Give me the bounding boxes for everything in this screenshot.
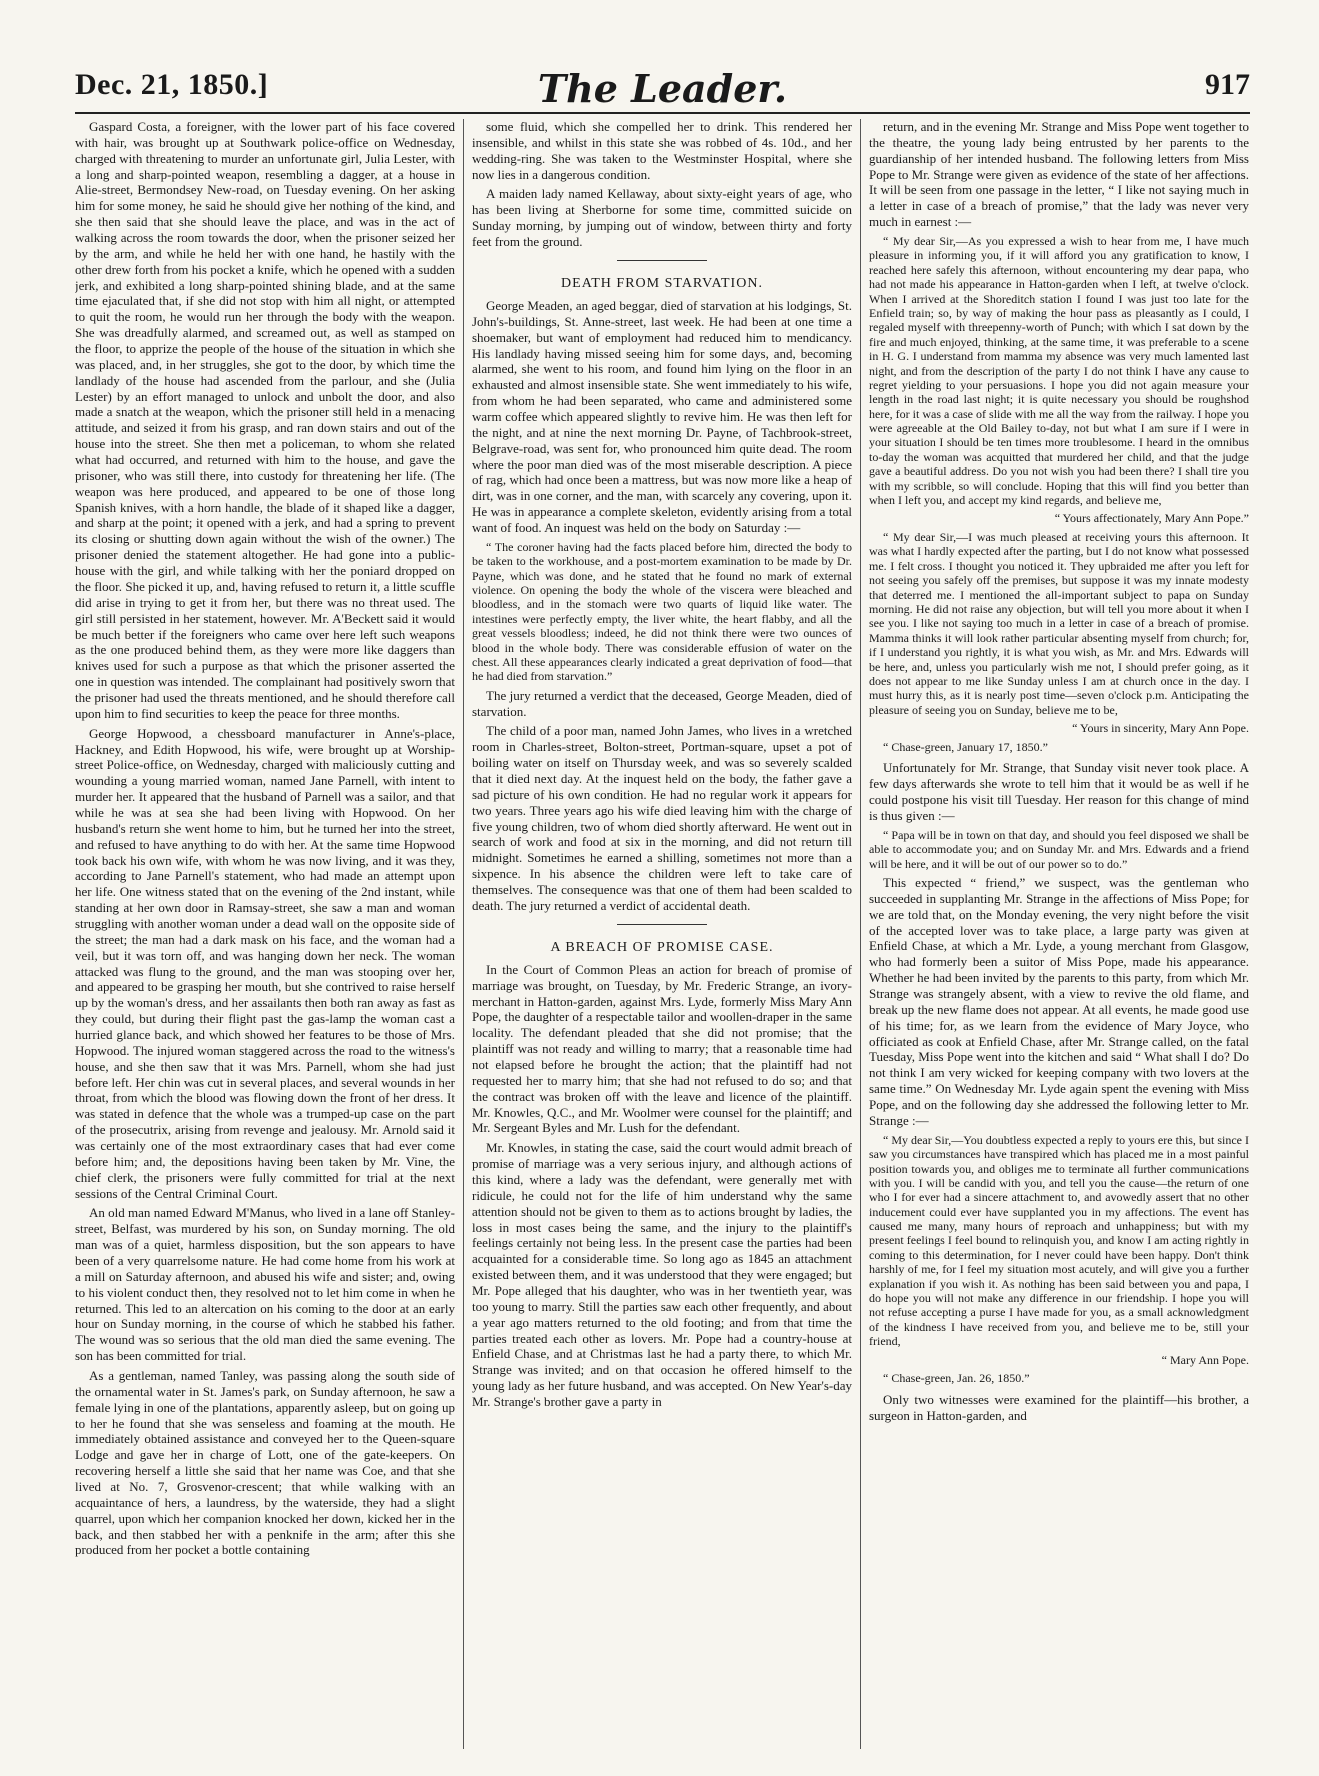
article-paragraph: some fluid, which she compelled her to drink. This rendered her insensible, and whilst in this state she was robbed of 4s. 10d., and her wedding-ring. She was taken to the Westminster Hospital, where she now lies in a dangerous condition.: [472, 119, 852, 182]
letter-signature: “ Mary Ann Pope.: [1161, 1352, 1249, 1367]
issue-date: Dec. 21, 1850.]: [75, 68, 269, 101]
article-paragraph: As a gentleman, named Tanley, was passing along the south side of the ornamental water in St. James's park, on Sunday afternoon, he saw a female lying in one of the plantations, apparently asleep, but on going up to her he found that she was senseless and foaming at the mouth. He immediately obtained assistance and conveyed her to the Queen-square Lodge and gave her in charge of Lott, one of the gate-keepers. On recovering herself a little she said that her name was Coe, and that she lived at No. 7, Grosvenor-crescent; that while walking with an acquaintance of hers, a laundress, by the waterside, they had a slight quarrel, upon which her companion knocked her down, kicked her in the back, and then stabbed her with a penknife in the arm; after this she produced from her pocket a bottle containing: [75, 1368, 455, 1558]
article-paragraph: Gaspard Costa, a foreigner, with the lower part of his face covered with hair, was brought up at Southwark police-office on Wednesday, charged with threatening to murder an unfortunate girl, Julia Lester, with a long and sharp-pointed weapon, resembling a dagger, at a house in Alie-street, Bermondsey New-road, on Tuesday evening. On her asking him for some money, he said he should give her nothing of the kind, and she then said that she should leave the place, and was in the act of walking across the room towards the door, when the prisoner seized her by the arm, and while he held her with one hand, he hastily with the other drew forth from his pocket a knife, which he opened with a sudden jerk, and exhibited a long sharp-pointed shining blade, and at the same time ejaculated that, if she did not stop with him all night, or attempted to quit the room, he would run her through the body with the weapon. She was dreadfully alarmed, and screamed out, as well as stamped on the floor, to apprize the people of the house of the situation in which she was placed, and, in her struggles, she got to the door, by which time the landlady of the house had ascended from the parlour, and she (Julia Lester) by an effort managed to unlock and unbolt the door, and also made a snatch at the weapon, which the prisoner still held in a menacing attitude, and seized it from his grasp, and ran down stairs and out of the house into the street. She then met a policeman, to whom she related what had occurred, and returned with him to the house, and gave the prisoner, who was still there, into custody for threatening her life. (The weapon was here produced, and appeared to be one of those long Spanish knives, with a horn handle, the blade of it shaped like a dagger, and sharp at the point; it opened with a jerk, and had a spring to prevent its closing or shutting down again without the wish of the owner.) The prisoner denied the statement altogether. He had gone into a public-house with the girl, and while talking with her the poniard dropped on the floor. She picked it up, and, having refused to return it, a little scuffle did arise in trying to get it from her, but there was no threat used. The girl still persisted in her statement, however. Mr. A'Beckett said it would be much better if the foreigners who came over here left such weapons as the one produced behind them, as they were more like daggers than knives used for such a purpose as that which the prisoner asserted the one in question was intended. The complainant had positively sworn that the prisoner had used the threats mentioned, and he should therefore call upon him to find securities to keep the peace for three months.: [75, 119, 455, 721]
section-rule: [617, 260, 707, 261]
column-1: [75, 119, 455, 1749]
article-paragraph: George Hopwood, a chessboard manufacturer in Anne's-place, Hackney, and Edith Hopwood, his wife, were brought up at Worship-street Police-office, on Wednesday, charged with maliciously cutting and wounding a young married woman, named Jane Parnell, with intent to murder her. It appeared that the husband of Parnell was a sailor, and that while he was at sea she had been living with Hopwood. On her husband's return she went home to him, but he turned her into the street, and refused to have anything to do with her. At the same time Hopwood took back his own wife, with whom he was now living, and it was they, according to Jane Parnell's statement, who had made an attempt upon her life. One witness stated that on the evening of the 2nd instant, while standing at her own door in Ramsay-street, she saw a man and woman struggling with another woman under a dead wall on the opposite side of the street; the man had a dark mask on his face, and the woman had a veil, but it was torn off, and was hanging down her neck. The woman attacked was flung to the ground, and the man was stooping over her, and appeared to be grasping her mouth, but she contrived to raise herself up by the woman's dress, and her assailants then both ran away as fast as they could, but during their flight past the gas-lamp the woman cast a hurried glance back, and which showed her features to be those of Mrs. Hopwood. The injured woman staggered across the road to the witness's house, and she then saw that it was Mrs. Parnell, whom she had just before left. Her chin was cut in several places, and several wounds in her throat, from which the blood was flowing down the front of her dress. It was stated in defence that the whole was a trumped-up case on the part of the prosecutrix, arising from revenge and jealousy. Mr. Arnold said it was certainly one of the most extraordinary cases that had ever come before him; and, the depositions having been taken by Mr. Vine, the chief clerk, the prisoners were fully committed for trial at the next sessions of the Central Criminal Court.: [75, 725, 455, 1201]
article-paragraph: Only two witnesses were examined for the plaintiff—his brother, a surgeon in Hatton-garden, and: [869, 1391, 1249, 1423]
quoted-passage: “ The coroner having had the facts placed before him, directed the body to be taken to the workhouse, and a post-mortem examination to be made by Dr. Payne, which was done, and he stated that he found no mark of external violence. On opening the body the whole of the viscera were bleached and bloodless, and in the stomach were two quarts of liquid like water. The intestines were perfectly empty, the liver white, the heart flabby, and all the great vessels bloodless; indeed, he did not think there were two ounces of blood in the whole body. There was considerable effusion of water on the chest. All these appearances clearly indicated a great deprivation of food—that he had died from starvation.”: [472, 539, 852, 684]
section-rule: [617, 924, 707, 925]
newspaper-title: The Leader.: [537, 66, 788, 111]
column-3: [869, 119, 1249, 1749]
article-paragraph: An old man named Edward M'Manus, who lived in a lane off Stanley-street, Belfast, was murdered by his son, on Sunday morning. The old man was of a quiet, harmless disposition, but the son appears to have been of a very quarrelsome nature. He had come home from his work at a mill on Saturday afternoon, and abused his wife and sister; and, owing to his violent conduct then, they resolved not to let him come in when he returned. This led to an altercation on his coming to the door at an early hour on Sunday morning, in the course of which he stabbed his father. The wound was so serious that the old man died the same evening. The son has been committed for trial.: [75, 1205, 455, 1364]
letter-text: “ My dear Sir,—I was much pleased at receiving yours this afternoon. It was what I hardly expected after the parting, but I do not know what possessed me. I felt cross. I thought you noticed it. They upbraided me after you left for not seeing you safely off the premises, but suppose it was my innate modesty that deterred me. I mentioned the all-important subject to papa on Sunday morning. He did not raise any objection, but will tell you more about it when I see you. I like not saying too much in a letter in case of a breach of promise. Mamma thinks it will look rather particular absenting myself from church; for, if I understand you rightly, it is what you wish, as Mr. and Mrs. Edwards will be here, and, unless you particularly wish me not, I should prefer going, as it does not appear to me like Sunday unless I am at church once in the day. I must hurry this, as it is nearly post time—seven o'clock p.m. Anticipating the pleasure of seeing you on Sunday, believe me to be,: [869, 530, 1249, 717]
page-number: 917: [1205, 68, 1250, 101]
letter-text: “ My dear Sir,—As you expressed a wish to hear from me, I have much pleasure in informing you, if it will afford you any gratification to know, I reached here safely this afternoon, without encountering my dear papa, who had not made his appearance in Hatton-garden when I left, at twelve o'clock. When I arrived at the Shoreditch station I found I was just too late for the Enfield train; so, by way of making the hour pass as pleasantly as I could, I regaled myself with threepenny-worth of Punch; with which I sat down by the fire and much enjoyed, thinking, at the same time, it was preferable to a scene in H. G. I understand from mamma my absence was very much lamented last night, and from the description of the party I do not think I have any cause to regret yielding to your persuasions. I hope you did not again measure your length in the road last night; it is quite necessary you should be roughshod here, for it was a case of slide with me all the way from the railway. I hope you were agreeable at the Old Bailey to-day, not but what I am sure if I were in your situation I should be ten times more troublesome. I heard in the omnibus to-day the woman was acquitted that murdered her child, and that the judge gave a beautiful address. Do you not wish you had been there? I shall tire you with my scribble, so will conclude. Hoping that this will find you better than when I left you, and accept my kind regards, and believe me,: [869, 234, 1249, 508]
column-divider: [860, 119, 861, 1749]
letter-signature: “ Yours in sincerity, Mary Ann Pope.: [1072, 721, 1249, 736]
letter-text: “ Papa will be in town on that day, and should you feel disposed we shall be able to accommodate you; and on Sunday Mr. and Mrs. Edwards and a friend will be here, and it will be out of our power so to do.”: [869, 827, 1249, 871]
article-paragraph: George Meaden, an aged beggar, died of starvation at his lodgings, St. John's-buildings, St. Anne-street, last week. He had been at one time a shoemaker, but want of employment had reduced him to mendicancy. His landlady having missed seeing him for some days, and, becoming alarmed, she went to his room, and found him lying on the floor in an exhausted and almost insensible state. She went immediately to his wife, from whom he had been separated, who came and administered some warm coffee which appeared slightly to revive him. He was then left for the night, and at nine the next morning Dr. Payne, of Tachbrook-street, Belgrave-road, was sent for, who pronounced him quite dead. The room where the poor man died was of the most miserable description. A piece of rag, which had once been a mattress, but was now more like a heap of dirt, was in one corner, and the man, with scarcely any covering, upon it. He was in appearance a complete skeleton, evidently arising from a total want of food. An inquest was held on the body on Saturday :—: [472, 297, 852, 535]
section-heading: DEATH FROM STARVATION.: [561, 275, 763, 291]
article-paragraph: return, and in the evening Mr. Strange and Miss Pope went together to the theatre, the young lady being entrusted by her parents to the guardianship of her intended husband. The following letters from Miss Pope to Mr. Strange were given as evidence of the state of her affections. It will be seen from one passage in the letter, “ I like not saying much in a letter in case of a breach of promise,” that the lady was never very much in earnest :—: [869, 119, 1249, 230]
article-paragraph: Mr. Knowles, in stating the case, said the court would admit breach of promise of marriage was a very serious injury, and although actions of this kind, where a lady was the defendant, were generally met with ridicule, he could not for the life of him understand why the same attention should not be given to them as to actions brought by ladies, the loss in most cases being the same, and the injury to the plaintiff's feelings certainly not being less. In the present case the parties had been acquainted for a considerable time. So long ago as 1845 an attachment existed between them, and it was understood that they were engaged; but Mr. Pope alleged that his daughter, who was in her twentieth year, was too young to marry. Still the parties saw each other frequently, and about a year ago matters returned to the old footing; and from that time the parties treated each other as lovers. Mr. Pope had a country-house at Enfield Chase, and at Christmas last he had a party there, to which Mr. Strange was invited; and on that occasion he offered himself to the young lady as her future husband, and was accepted. On New Year's-day Mr. Strange's brother gave a party in: [472, 1140, 852, 1410]
column-divider: [463, 119, 464, 1749]
section-heading: A BREACH OF PROMISE CASE.: [550, 939, 774, 955]
letter-dateline: “ Chase-green, January 17, 1850.”: [883, 739, 1048, 754]
article-paragraph: The child of a poor man, named John James, who lives in a wretched room in Charles-street, Bolton-street, Portman-square, upset a pot of boiling water on itself on Thursday week, and was so severely scalded that it died next day. At the inquest held on the body, the father gave a sad picture of his own condition. He had no regular work it appears for two years. Three years ago his wife died leaving him with the charge of five young children, two of whom died shortly afterward. He went out in search of work and food at six in the morning, and did not return till midnight. Sometimes he earned a shilling, sometimes not more than a sixpence. In his absence the children were left to take care of themselves. The consequence was that one of them had been scalded to death. The jury returned a verdict of accidental death.: [472, 723, 852, 913]
article-paragraph: This expected “ friend,” we suspect, was the gentleman who succeeded in supplanting Mr. Strange in the affections of Miss Pope; for we are told that, on the Monday evening, the very night before the visit of the accepted lover was to take place, a large party was given at Enfield Chase, at which a Mr. Lyde, a young merchant from Glasgow, who had formerly been a suitor of Miss Pope, made his appearance. Whether he had been invited by the parents to this party, from which Mr. Strange was strangely absent, with a view to revive the old flame, and break up the new flame does not appear. At all events, he made good use of his time; for, as we learn from the evidence of Mary Joyce, who officiated as cook at Enfield Chase, after Mr. Strange called, on the fatal Tuesday, Miss Pope went into the kitchen and said “ What shall I do? Do not think I am very wicked for keeping company with two lovers at the same time.” On Wednesday Mr. Lyde again spent the evening with Miss Pope, and on the following day she addressed the following letter to Mr. Strange :—: [869, 875, 1249, 1128]
column-2: [472, 119, 852, 1749]
letter-signature: “ Yours affectionately, Mary Ann Pope.”: [1054, 511, 1249, 526]
letter-text: “ My dear Sir,—You doubtless expected a reply to yours ere this, but since I saw you circumstances have transpired which has placed me in a most painful position towards you, and obliges me to terminate all further communications with you. I will be candid with you, and tell you the cause—the return of one who I for ever had a sincere attachment to, and avowedly assert that no other inducement could ever have supplanted you in my affections. The event has caused me many, many hours of reproach and unhappiness; but with my present feelings I feel bound to relinquish you, and know I am acting rightly in coming to this determination, for I never could have been happy. Don't think harshly of me, for I feel my situation most acutely, and will give you a further explanation if you wish it. As nothing has been said between you and papa, I do hope you will not make any difference in our friendship. I hope you will not refuse accepting a purse I have made for you, as a small acknowledgment of the kindness I have received from you, and believe me to be, still your friend,: [869, 1132, 1249, 1349]
article-paragraph: In the Court of Common Pleas an action for breach of promise of marriage was brought, on Tuesday, by Mr. Frederic Strange, an ivory-merchant in Hatton-garden, against Mrs. Lyde, formerly Miss Mary Ann Pope, the daughter of a respectable tailor and woollen-draper in the same locality. The defendant pleaded that she did not promise; that the plaintiff was not ready and willing to marry; that a reasonable time had not elapsed before he brought the action; that the plaintiff had not requested her to marry him; that she had not refused to do so; and that the contract was broken off with the leave and licence of the plaintiff. Mr. Knowles, Q.C., and Mr. Woolmer were counsel for the plaintiff; and Mr. Sergeant Byles and Mr. Lush for the defendant.: [472, 961, 852, 1136]
masthead: [75, 66, 1250, 114]
letter-dateline: “ Chase-green, Jan. 26, 1850.”: [883, 1371, 1030, 1386]
article-paragraph: Unfortunately for Mr. Strange, that Sunday visit never took place. A few days afterwards she wrote to tell him that it would be as well if he could postpone his visit till Tuesday. Her reason for this change of mind is thus given :—: [869, 760, 1249, 823]
article-paragraph: A maiden lady named Kellaway, about sixty-eight years of age, who has been living at Sherborne for some time, committed suicide on Sunday morning, by jumping out of window, between thirty and forty feet from the ground.: [472, 186, 852, 250]
article-paragraph: The jury returned a verdict that the deceased, George Meaden, died of starvation.: [472, 687, 852, 719]
